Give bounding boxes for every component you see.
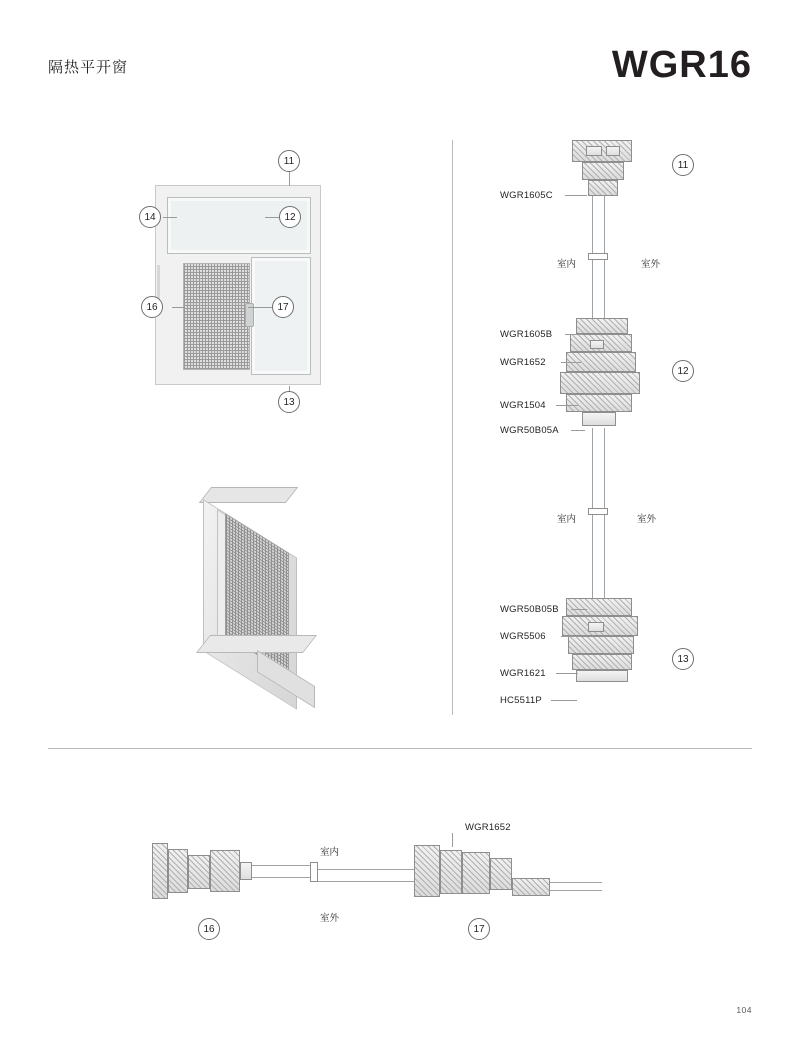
h-right-glass-tail-a xyxy=(550,882,602,883)
leader-line-16 xyxy=(172,307,184,308)
callout-12 xyxy=(279,206,301,228)
zone-label-interior-upper: 室内 xyxy=(557,259,577,270)
zone-label-exterior-lower: 室外 xyxy=(637,514,657,525)
leader-wgr50b05b xyxy=(571,609,587,610)
callout-label: 17 xyxy=(277,301,289,313)
part-label-wgr1621: WGR1621 xyxy=(500,668,546,679)
head-profile-lower xyxy=(582,162,624,180)
sill-drainage-profile xyxy=(576,670,628,682)
callout-label: 16 xyxy=(203,923,215,935)
h-right-end-profile xyxy=(512,878,550,896)
callout-label: 17 xyxy=(473,923,485,935)
leader-line-17 xyxy=(248,307,272,308)
transom-profile-a xyxy=(576,318,628,334)
leader-line-11 xyxy=(289,172,290,186)
callout-16 xyxy=(141,296,163,318)
h-left-screen-track xyxy=(188,855,210,889)
head-thermal-break xyxy=(588,180,618,196)
section-callout-12 xyxy=(672,360,694,382)
h-callout-16 xyxy=(198,918,220,940)
sill-profile-a xyxy=(566,598,632,616)
head-profile-insert-2 xyxy=(606,146,620,156)
h-left-glass-spacer xyxy=(310,862,318,882)
head-profile-insert xyxy=(586,146,602,156)
callout-label: 16 xyxy=(146,301,158,313)
leader-wgr1621 xyxy=(556,673,578,674)
part-label-wgr1605b: WGR1605B xyxy=(500,329,553,340)
h-leader-wgr1652 xyxy=(452,833,453,847)
callout-label: 11 xyxy=(677,159,689,171)
sill-profile-c xyxy=(568,636,634,654)
leader-wgr1605b xyxy=(565,334,583,335)
sill-gasket xyxy=(588,622,604,632)
h-mullion-c xyxy=(462,852,490,894)
callout-label: 12 xyxy=(284,211,296,223)
h-left-glass-inner xyxy=(252,865,314,866)
upper-glass-outer xyxy=(604,196,605,324)
h-zone-label-exterior: 室外 xyxy=(320,913,340,924)
h-left-sash-profile xyxy=(210,850,240,892)
upper-glass-spacer xyxy=(588,253,608,260)
leader-wgr1652 xyxy=(561,362,581,363)
h-left-jamb-inner xyxy=(168,849,188,893)
sash-profile-top xyxy=(560,372,640,394)
h-right-glass-outer xyxy=(318,881,414,882)
h-mullion-d xyxy=(490,858,512,890)
main-glass-spacer xyxy=(588,508,608,515)
part-label-hc5511p: HC5511P xyxy=(500,695,542,706)
zone-label-interior-lower: 室内 xyxy=(557,514,577,525)
zone-label-exterior-upper: 室外 xyxy=(641,259,661,270)
h-left-jamb-outer xyxy=(152,843,168,899)
callout-label: 12 xyxy=(677,365,689,377)
leader-wgr1605c xyxy=(565,195,587,196)
leader-hc5511p xyxy=(551,700,577,701)
vertical-divider xyxy=(452,140,453,715)
h-mullion-b xyxy=(440,850,462,894)
part-label-wgr50b05a: WGR50B05A xyxy=(500,425,559,436)
h-callout-17 xyxy=(468,918,490,940)
upper-glass-inner xyxy=(592,196,593,324)
head-profile-outer xyxy=(572,140,632,162)
part-label-wgr50b05b: WGR50B05B xyxy=(500,604,559,615)
part-label-wgr5506: WGR5506 xyxy=(500,631,546,642)
sash-profile-top-2 xyxy=(566,394,632,412)
sill-profile-d xyxy=(572,654,632,670)
h-right-glass-tail-b xyxy=(550,890,602,891)
callout-17 xyxy=(272,296,294,318)
leader-wgr1504 xyxy=(556,405,578,406)
horizontal-divider xyxy=(48,748,752,749)
page-title: 隔热平开窗 xyxy=(48,59,129,76)
h-right-glass-inner xyxy=(318,869,414,870)
leader-line-12 xyxy=(265,217,279,218)
callout-11 xyxy=(278,150,300,172)
part-label-wgr1504: WGR1504 xyxy=(500,400,546,411)
page-number: 104 xyxy=(736,1005,752,1015)
callout-label: 13 xyxy=(677,653,689,665)
part-label-wgr1652: WGR1652 xyxy=(500,357,546,368)
h-mullion-a xyxy=(414,845,440,897)
leader-line-14 xyxy=(163,217,177,218)
leader-wgr50b05a xyxy=(571,430,585,431)
callout-label: 13 xyxy=(283,396,295,408)
iso-top-rail xyxy=(199,487,299,503)
callout-label: 14 xyxy=(144,211,156,223)
section-callout-13 xyxy=(672,648,694,670)
sash-thermal-strip xyxy=(582,412,616,426)
h-part-label-wgr1652: WGR1652 xyxy=(465,822,511,833)
insect-screen-panel xyxy=(183,263,250,370)
transom-gasket xyxy=(590,340,604,349)
callout-label: 11 xyxy=(283,155,295,167)
h-zone-label-interior: 室内 xyxy=(320,847,340,858)
series-code: WGR16 xyxy=(611,44,752,86)
h-left-glass-outer xyxy=(252,877,314,878)
page-header xyxy=(0,0,800,110)
leader-wgr5506 xyxy=(561,636,581,637)
callout-14 xyxy=(139,206,161,228)
h-left-gasket xyxy=(240,862,252,880)
callout-13 xyxy=(278,391,300,413)
part-label-wgr1605c: WGR1605C xyxy=(500,190,553,201)
section-callout-11 xyxy=(672,154,694,176)
isometric-corner-drawing xyxy=(195,485,330,690)
